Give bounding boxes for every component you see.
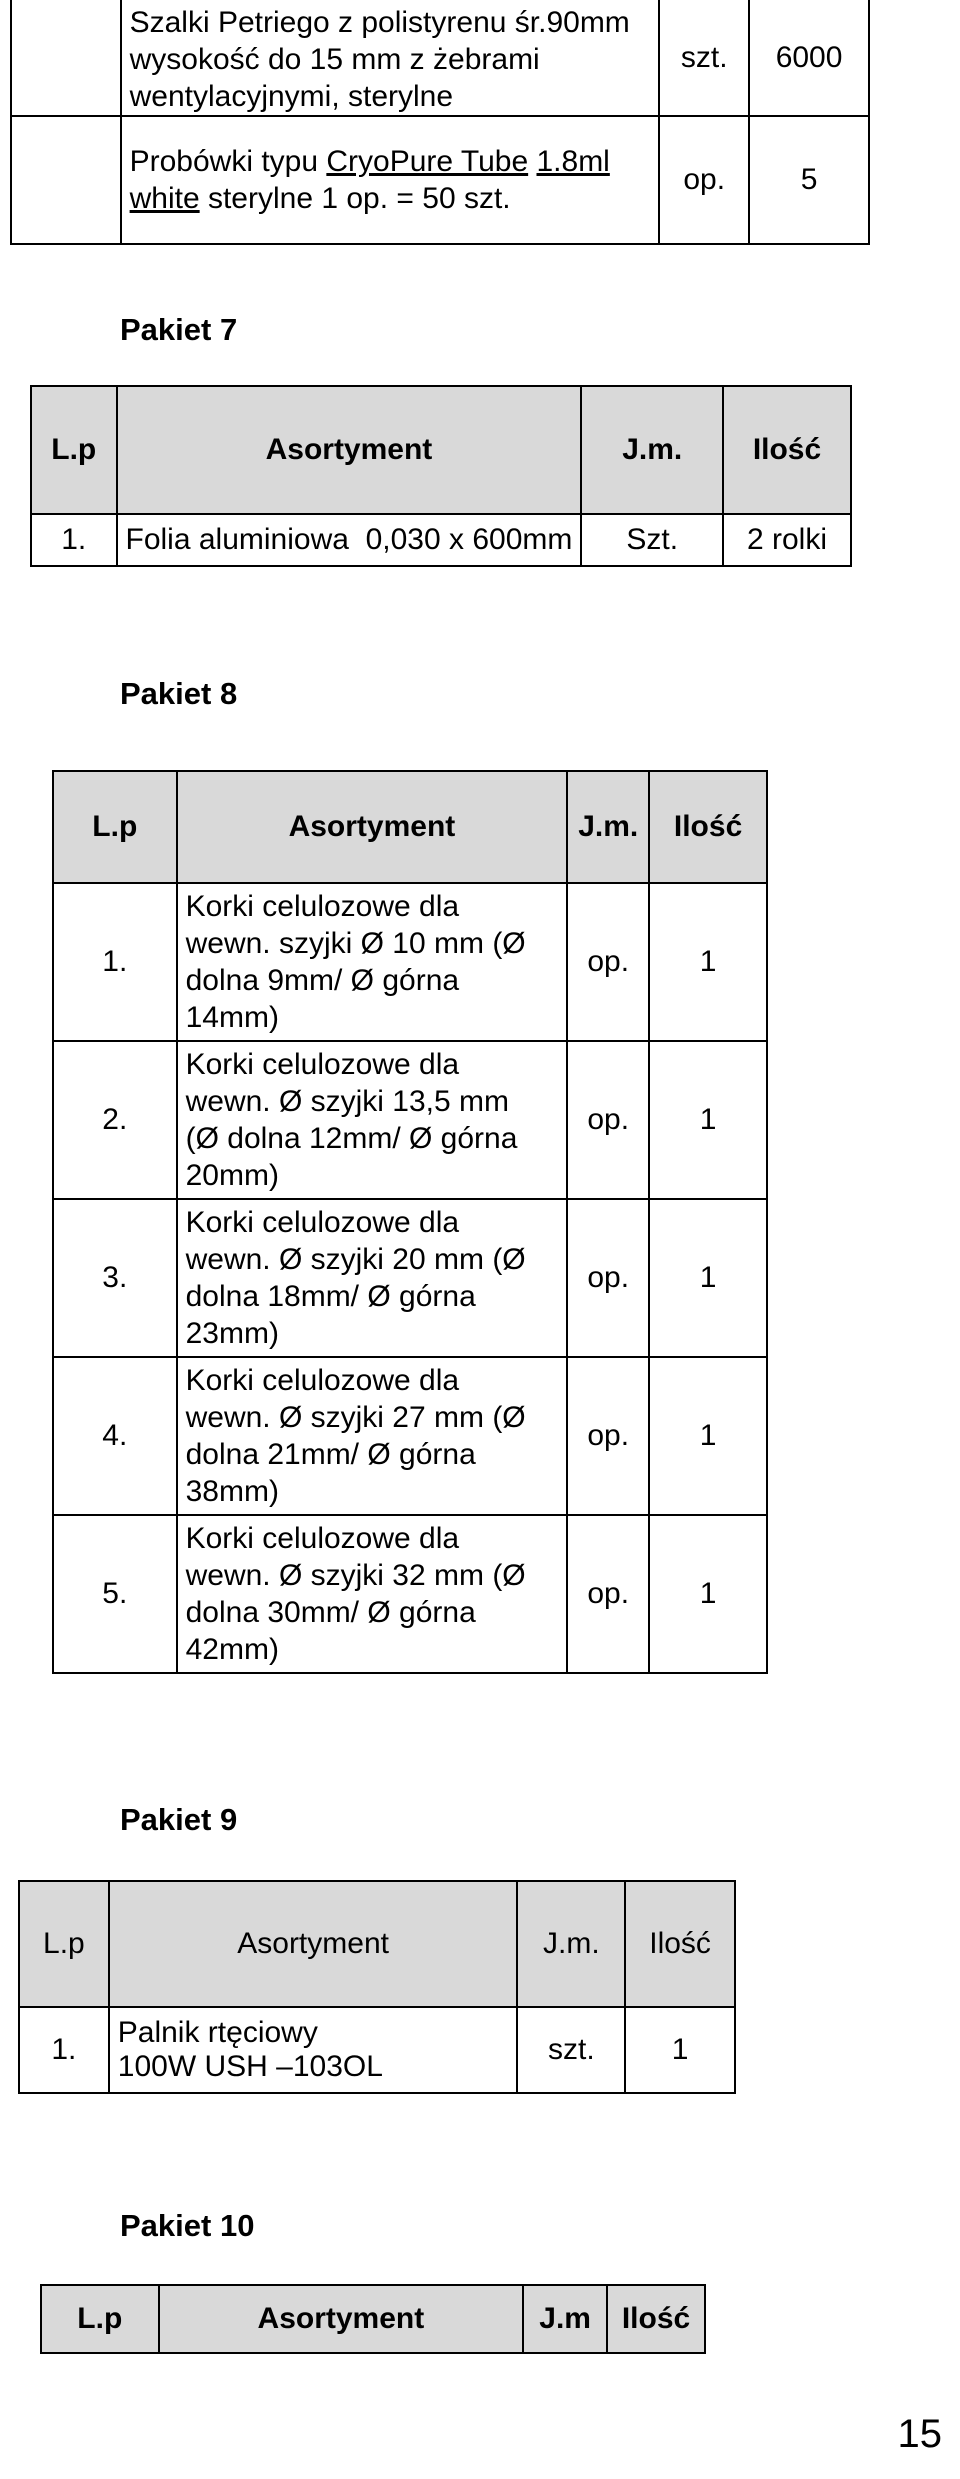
name-cell: Korki celulozowe dla wewn. Ø szyjki 32 mm (Ø dolna 30mm/ Ø górna 42mm)	[177, 1515, 568, 1673]
table-row	[31, 514, 851, 566]
table-row	[53, 1041, 767, 1199]
pakiet-9-table	[18, 1880, 736, 2094]
qty-cell: 1	[649, 1515, 767, 1673]
header-asortyment: Asortyment	[109, 1881, 518, 2007]
page-number: 15	[897, 2412, 942, 2456]
table-row	[53, 1515, 767, 1673]
table-header-row	[31, 386, 851, 514]
lp-cell: 3.	[53, 1199, 177, 1357]
table-header-row	[53, 771, 767, 883]
table-row	[53, 1357, 767, 1515]
name-cell: Korki celulozowe dla wewn. Ø szyjki 13,5 mm (Ø dolna 12mm/ Ø górna 20mm)	[177, 1041, 568, 1199]
lp-cell	[11, 116, 121, 244]
table-row	[53, 1199, 767, 1357]
unit-cell: Szt.	[581, 514, 723, 566]
pakiet-7-table	[30, 385, 852, 567]
lp-cell: 1.	[19, 2007, 109, 2093]
header-jm: J.m.	[517, 1881, 625, 2007]
name-part: Probówki typu	[129, 145, 327, 178]
header-asortyment: Asortyment	[159, 2285, 524, 2353]
qty-cell: 1	[649, 1199, 767, 1357]
unit-cell: op.	[567, 1515, 649, 1673]
header-lp: L.p	[41, 2285, 159, 2353]
qty-cell: 1	[649, 1357, 767, 1515]
header-asortyment: Asortyment	[177, 771, 568, 883]
header-lp: L.p	[19, 1881, 109, 2007]
header-jm: J.m	[523, 2285, 607, 2353]
unit-cell: op.	[659, 116, 749, 244]
name-part: sterylne 1 op. = 50 szt.	[199, 182, 511, 215]
table-header-row	[41, 2285, 705, 2353]
pakiet-7-title: Pakiet 7	[120, 312, 238, 347]
unit-cell: szt.	[517, 2007, 625, 2093]
header-lp: L.p	[53, 771, 177, 883]
pakiet-8-table	[52, 770, 768, 1674]
unit-cell: szt.	[659, 0, 749, 116]
name-cell: Palnik rtęciowy 100W USH –103OL	[109, 2007, 518, 2093]
table-row	[11, 0, 869, 116]
lp-cell: 1.	[53, 883, 177, 1041]
table-row	[53, 883, 767, 1041]
qty-cell: 1	[625, 2007, 735, 2093]
lp-cell	[11, 0, 121, 116]
qty-cell: 1	[649, 883, 767, 1041]
unit-cell: op.	[567, 1199, 649, 1357]
name-cell: Folia aluminiowa 0,030 x 600mm	[117, 514, 582, 566]
header-jm: J.m.	[567, 771, 649, 883]
lp-cell: 4.	[53, 1357, 177, 1515]
header-lp: L.p	[31, 386, 117, 514]
name-cell	[121, 116, 660, 244]
lp-cell: 2.	[53, 1041, 177, 1199]
header-ilosc: Ilość	[723, 386, 851, 514]
unit-cell: op.	[567, 1041, 649, 1199]
pakiet-9-title: Pakiet 9	[120, 1802, 238, 1837]
unit-cell: op.	[567, 883, 649, 1041]
pakiet-8-title: Pakiet 8	[120, 676, 238, 711]
table-row	[11, 116, 869, 244]
unit-cell: op.	[567, 1357, 649, 1515]
qty-cell: 2 rolki	[723, 514, 851, 566]
header-ilosc: Ilość	[649, 771, 767, 883]
header-asortyment: Asortyment	[117, 386, 582, 514]
table-row	[19, 2007, 735, 2093]
name-cell: Korki celulozowe dla wewn. Ø szyjki 20 mm (Ø dolna 18mm/ Ø górna 23mm)	[177, 1199, 568, 1357]
qty-cell: 6000	[749, 0, 869, 116]
name-cell: Korki celulozowe dla wewn. Ø szyjki 27 mm (Ø dolna 21mm/ Ø górna 38mm)	[177, 1357, 568, 1515]
lp-cell: 5.	[53, 1515, 177, 1673]
product-link: CryoPure Tube	[326, 145, 529, 178]
qty-cell: 1	[649, 1041, 767, 1199]
name-cell: Korki celulozowe dla wewn. szyjki Ø 10 mm (Ø dolna 9mm/ Ø górna 14mm)	[177, 883, 568, 1041]
name-cell: Szalki Petriego z polistyrenu śr.90mm wysokość do 15 mm z żebrami wentylacyjnymi, sterylne	[121, 0, 660, 116]
pakiet-10-table	[40, 2284, 706, 2354]
pakiet-10-title: Pakiet 10	[120, 2208, 255, 2243]
product-link: 1.8ml white	[129, 145, 610, 215]
table-header-row	[19, 1881, 735, 2007]
header-jm: J.m.	[581, 386, 723, 514]
header-ilosc: Ilość	[625, 1881, 735, 2007]
continuation-table	[10, 0, 870, 245]
qty-cell: 5	[749, 116, 869, 244]
header-ilosc: Ilość	[607, 2285, 705, 2353]
lp-cell: 1.	[31, 514, 117, 566]
